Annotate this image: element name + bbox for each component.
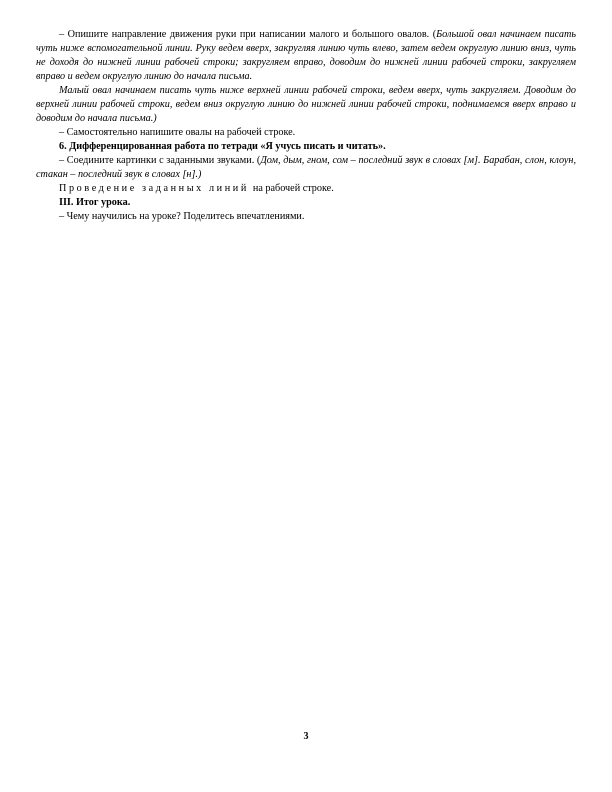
small-oval-explanation: Малый овал начинаем писать чуть ниже верхней линии рабочей строки, ведем вверх, чуть закругляем. Доводим до верхней линии рабочей строки, ведем вниз округлую линию до нижней линии рабочей строки, поднимаемся вверх вправо и доводим до начала письма.) xyxy=(36,85,576,124)
page-content xyxy=(36,28,576,224)
section-heading-lesson-summary: III. Итог урока. xyxy=(59,197,131,208)
paragraph-drawing-lines-task xyxy=(36,182,576,196)
paragraph-connect-pictures-task xyxy=(36,154,576,182)
paragraph-write-ovals-task: – Самостоятельно напишите овалы на рабочей строке. xyxy=(59,127,296,138)
paragraph-oval-direction-question xyxy=(36,28,576,84)
section-heading-differentiated-work: 6. Дифференцированная работа по тетради «Я учусь писать и читать». xyxy=(59,141,386,152)
drawing-lines-rest: на рабочей строке. xyxy=(252,183,334,194)
large-oval-explanation: Большой овал начинаем писать чуть ниже вспомогательной линии. Руку ведем вверх, закругляя линию чуть влево, затем ведем округлую линию вниз, чуть не доходя до нижней линии рабочей строки; закругляем вправо, доводим до нижней линии рабочей строки, закругляем вправо и ведем округлую линию до начала письма. xyxy=(36,29,577,82)
connect-pictures-text: – Соедините картинки с заданными звуками. ( xyxy=(59,155,261,166)
page-number: 3 xyxy=(303,731,309,742)
question-text: – Опишите направление движения руки при написании малого и большого овалов. ( xyxy=(59,29,437,40)
spaced-emphasis-text: Проведение заданных линий xyxy=(59,183,249,194)
paragraph-reflection-question: – Чему научились на уроке? Поделитесь впечатлениями. xyxy=(59,211,305,222)
paragraph-small-oval-explanation xyxy=(36,84,576,126)
connect-pictures-answer: Дом, дым, гном, сом – последний звук в словах [м]. Барабан, слон, клоун, стакан – последний звук в словах [н].) xyxy=(36,155,576,180)
